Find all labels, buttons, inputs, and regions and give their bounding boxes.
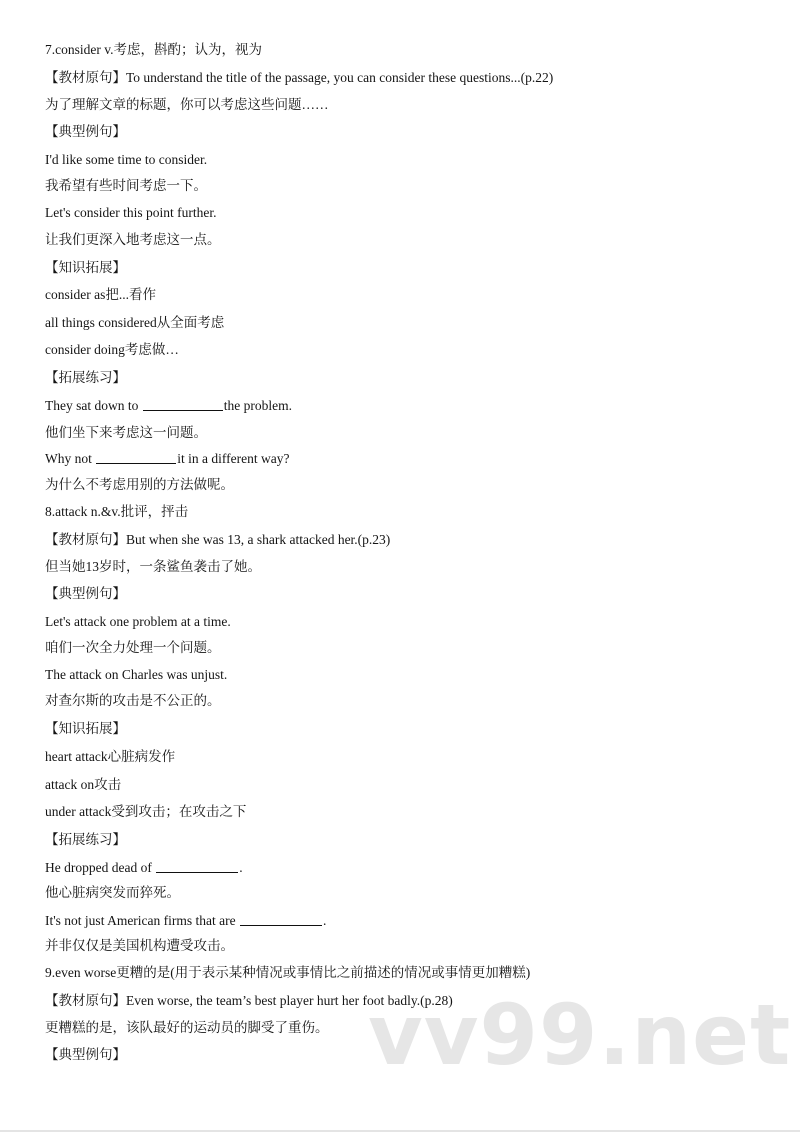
exercise-text-after: it in a different way? xyxy=(177,451,290,466)
example-sentence: Let's attack one problem at a time. xyxy=(45,614,231,629)
section-label: 【拓展练习】 xyxy=(45,832,126,847)
exercise-sentence xyxy=(45,912,326,930)
fill-in-blank[interactable] xyxy=(240,912,322,926)
translation-text: 对查尔斯的攻击是不公正的。 xyxy=(45,693,221,708)
section-label: 【典型例句】 xyxy=(45,586,126,601)
phrase-item: attack on攻击 xyxy=(45,777,122,792)
translation-text: 让我们更深入地考虑这一点。 xyxy=(45,232,221,247)
exercise-text-after: . xyxy=(323,913,327,928)
translation-text: 为了理解文章的标题，你可以考虑这些问题…… xyxy=(45,97,329,112)
section-label: 【典型例句】 xyxy=(45,1047,126,1062)
exercise-sentence xyxy=(45,397,292,415)
entry-heading-even-worse: 9.even worse更糟的是(用于表示某种情况或事情比之前描述的情况或事情更加糟糕) xyxy=(45,965,531,980)
translation-text: 但当她13岁时，一条鲨鱼袭击了她。 xyxy=(45,559,261,574)
section-label: 【知识拓展】 xyxy=(45,260,126,275)
example-sentence: Let's consider this point further. xyxy=(45,205,217,220)
section-label: 【拓展练习】 xyxy=(45,370,126,385)
phrase-item: all things considered从全面考虑 xyxy=(45,315,225,330)
translation-text: 更糟糕的是，该队最好的运动员的脚受了重伤。 xyxy=(45,1020,329,1035)
translation-text: 咱们一次全力处理一个问题。 xyxy=(45,640,221,655)
watermark-text: vv99.net xyxy=(368,986,792,1084)
exercise-text-before: He dropped dead of xyxy=(45,860,156,875)
phrase-item: heart attack心脏病发作 xyxy=(45,749,176,764)
phrase-item: consider as把...看作 xyxy=(45,287,156,302)
fill-in-blank[interactable] xyxy=(143,397,223,411)
section-label: 【知识拓展】 xyxy=(45,721,126,736)
phrase-item: under attack受到攻击；在攻击之下 xyxy=(45,804,247,819)
textbook-sentence: 【教材原句】But when she was 13, a shark attacked her.(p.23) xyxy=(45,532,391,547)
translation-text: 他心脏病突发而猝死。 xyxy=(45,885,180,900)
fill-in-blank[interactable] xyxy=(96,450,176,464)
exercise-text-after: the problem. xyxy=(223,398,292,413)
example-sentence: The attack on Charles was unjust. xyxy=(45,667,228,682)
textbook-sentence: 【教材原句】To understand the title of the passage, you can consider these questions...(p.22) xyxy=(45,70,554,85)
section-label: 【典型例句】 xyxy=(45,124,126,139)
page-bottom-divider xyxy=(0,1130,800,1132)
exercise-sentence xyxy=(45,859,243,877)
exercise-text-before: Why not xyxy=(45,451,96,466)
fill-in-blank[interactable] xyxy=(156,859,238,873)
exercise-text-before: It's not just American firms that are xyxy=(45,913,240,928)
translation-text: 为什么不考虑用别的方法做呢。 xyxy=(45,477,234,492)
phrase-item: consider doing考虑做… xyxy=(45,342,179,357)
entry-heading-attack: 8.attack n.&v.批评，抨击 xyxy=(45,504,189,519)
translation-text: 并非仅仅是美国机构遭受攻击。 xyxy=(45,938,234,953)
translation-text: 我希望有些时间考虑一下。 xyxy=(45,178,207,193)
translation-text: 他们坐下来考虑这一问题。 xyxy=(45,425,207,440)
entry-heading-consider: 7.consider v.考虑，斟酌；认为，视为 xyxy=(45,42,262,57)
exercise-text-after: . xyxy=(239,860,243,875)
textbook-sentence: 【教材原句】Even worse, the team’s best player hurt her foot badly.(p.28) xyxy=(45,993,453,1008)
exercise-sentence xyxy=(45,450,289,468)
exercise-text-before: They sat down to xyxy=(45,398,142,413)
example-sentence: I'd like some time to consider. xyxy=(45,152,208,167)
